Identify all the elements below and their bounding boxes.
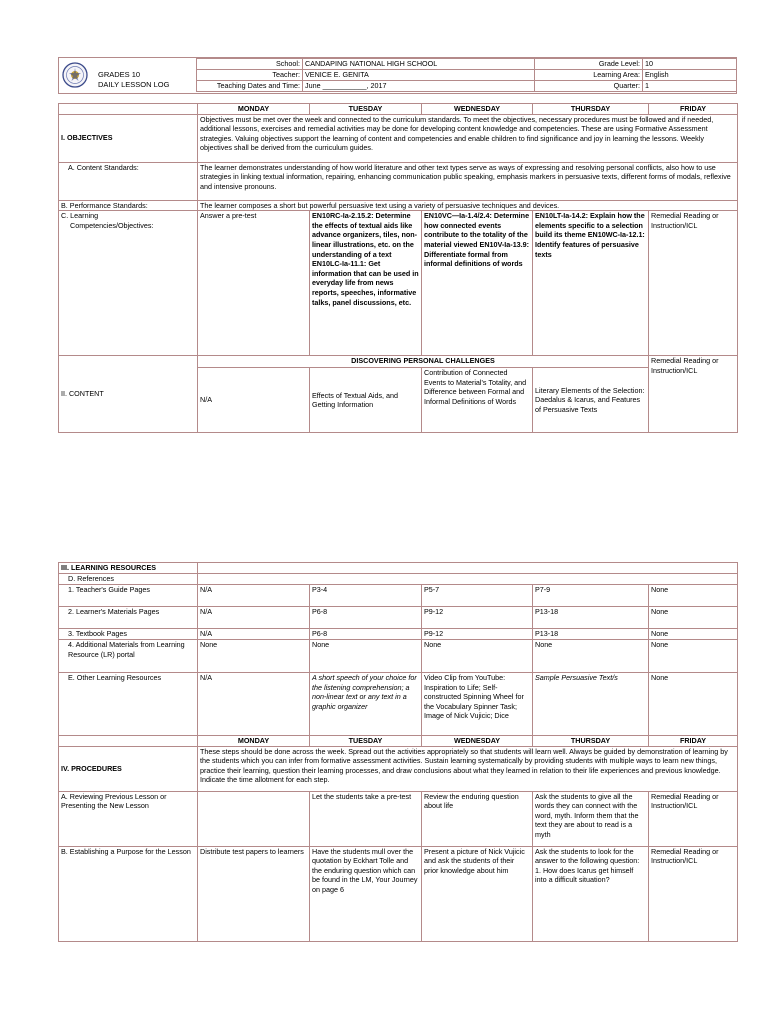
reviewing-fri: Remedial Reading or Instruction/ICL [649,791,738,846]
proc-day-wednesday: WEDNESDAY [422,736,533,747]
competencies-label [59,211,198,356]
learners-materials-thu: P13-18 [533,607,649,629]
proc-day-thursday: THURSDAY [533,736,649,747]
textbook-pages-tue: P6-8 [310,629,422,640]
proc-day-tuesday: TUESDAY [310,736,422,747]
objectives-table [58,103,738,433]
dates-value: June ___________, 2017 [303,81,535,92]
teacher-label: Teacher: [197,70,303,81]
resources-table [58,562,738,942]
school-label: School: [197,59,303,70]
reviewing-wed: Review the enduring question about life [422,791,533,846]
teachers-guide-tue: P3-4 [310,585,422,607]
purpose-wed: Present a picture of Nick Vujicic and ask the students of their prior knowledge about him [422,846,533,941]
competencies-label-line1: C. Learning [61,211,99,221]
additional-materials-thu: None [533,640,649,673]
day-header-monday: MONDAY [198,104,310,115]
learners-materials-mon: N/A [198,607,310,629]
content-standards-text: The learner demonstrates understanding of how world literature and other text types serve as ways of expressing and resolving personal conflicts, also how to use strategies in linking textual information, repairing, enhancing communication public speaking, emphasis markers in persuasive texts, different forms of modals, reflexive and intensive pronouns. [198,162,738,200]
purpose-thu: Ask the students to look for the answer to the following question: 1. How does Icarus get himself into a difficult situation? [533,846,649,941]
competencies-label-line2: Competencies/Objectives: [70,220,154,230]
textbook-pages-label: 3. Textbook Pages [59,629,198,640]
performance-standards-text: The learner composes a short but powerful persuasive text using a variety of persuasive techniques and devices. [198,200,738,211]
procedures-label: IV. PROCEDURES [59,746,198,791]
procedures-corner [59,736,198,747]
dates-label: Teaching Dates and Time: [197,81,303,92]
teachers-guide-fri: None [649,585,738,607]
learners-materials-fri: None [649,607,738,629]
quarter-label: Quarter: [535,81,643,92]
competencies-friday: Remedial Reading or Instruction/ICL [649,211,738,356]
day-header-wednesday: WEDNESDAY [422,104,533,115]
other-resources-label: E. Other Learning Resources [59,673,198,736]
learning-area-label: Learning Area: [535,70,643,81]
purpose-tue: Have the students mull over the quotation by Eckhart Tolle and the enduring question which can be found in the LM, Your Journey on page 6 [310,846,422,941]
additional-materials-wed: None [422,640,533,673]
additional-materials-fri: None [649,640,738,673]
teachers-guide-mon: N/A [198,585,310,607]
other-resources-mon: N/A [198,673,310,736]
content-monday: N/A [198,368,310,433]
other-resources-fri: None [649,673,738,736]
teachers-guide-label: 1. Teacher's Guide Pages [59,585,198,607]
header-frame [58,57,737,94]
other-resources-wed: Video Clip from YouTube: Inspiration to Life; Self-constructed Spinning Wheel for the Vocabulary Spinner Task; Image of Nick Vujicic; Dice [422,673,533,736]
day-header-tuesday: TUESDAY [310,104,422,115]
reviewing-mon [198,791,310,846]
additional-materials-tue: None [310,640,422,673]
other-resources-thu: Sample Persuasive Text/s [533,673,649,736]
references-label: D. References [59,574,198,585]
textbook-pages-fri: None [649,629,738,640]
reviewing-label: A. Reviewing Previous Lesson or Presenting the New Lesson [59,791,198,846]
competencies-monday: Answer a pre-test [198,211,310,356]
content-standards-label: A. Content Standards: [59,162,198,200]
content-wednesday: Contribution of Connected Events to Material's Totality, and Difference between Formal and Informal Definitions of Words [422,368,533,433]
competencies-tuesday: EN10RC-Ia-2.15.2: Determine the effects of textual aids like advance organizers, tiles, non-linear illustrations, etc. on the understanding of a text EN10LC-Ia-11.1: Get information that can be used in everyday life from news reports, speeches, informative talks, panel discussions, etc. [310,211,422,356]
content-theme: DISCOVERING PERSONAL CHALLENGES [198,356,649,368]
grade-level-label: Grade Level: [535,59,643,70]
objectives-text: Objectives must be met over the week and connected to the curriculum standards. To meet the objectives, necessary procedures must be followed and if needed, additional lessons, exercises and remedial activities may be done for developing content knowledge and competencies. These are using Formative Assessment strategies. Valuing objectives support the learning of content and competencies and enable children to find significance and joy in learning the lessons. Weekly objectives shall be derived from the curriculum guides. [198,114,738,162]
learning-area-value: English [643,70,737,81]
reviewing-thu: Ask the students to give all the words they can connect with the word, myth. Inform them that the text they are about to read is a myth [533,791,649,846]
performance-standards-label: B. Performance Standards: [59,200,198,211]
proc-day-monday: MONDAY [198,736,310,747]
references-blank [198,574,738,585]
purpose-mon: Distribute test papers to learners [198,846,310,941]
grade-title: GRADES 10 [98,70,141,79]
textbook-pages-mon: N/A [198,629,310,640]
learners-materials-label: 2. Learner's Materials Pages [59,607,198,629]
learners-materials-wed: P9-12 [422,607,533,629]
day-header-friday: FRIDAY [649,104,738,115]
corner-cell [59,104,198,115]
quarter-value: 1 [643,81,737,92]
content-friday: Remedial Reading or Instruction/ICL [649,356,738,433]
competencies-wednesday: EN10VC—Ia-1.4/2.4: Determine how connected events contribute to the totality of the material viewed EN10V-Ia-13.9: Differentiate formal from informal definitions of words [422,211,533,356]
additional-materials-label: 4. Additional Materials from Learning Resource (LR) portal [59,640,198,673]
teacher-value: VENICE E. GENITA [303,70,535,81]
learning-resources-blank [198,563,738,574]
textbook-pages-thu: P13-18 [533,629,649,640]
learners-materials-tue: P6-8 [310,607,422,629]
grade-level-value: 10 [643,59,737,70]
content-label: II. CONTENT [59,356,198,433]
teachers-guide-wed: P5-7 [422,585,533,607]
day-header-thursday: THURSDAY [533,104,649,115]
other-resources-tue: A short speech of your choice for the listening comprehension; a non-linear text or any text in a graphic organizer [310,673,422,736]
procedures-text: These steps should be done across the week. Spread out the activities appropriately so that students will learn well. Always be guided by demonstration of learning by the students which you can infer from formative assessment activities. Sustain learning systematically by providing students with multiple ways to learn new things, practice their learning, question their learning processes, and draw conclusions about what they learned in relation to their life experiences and previous knowledge. Indicate the time allotment for each step. [198,746,738,791]
proc-day-friday: FRIDAY [649,736,738,747]
content-tuesday: Effects of Textual Aids, and Getting Information [310,368,422,433]
purpose-label: B. Establishing a Purpose for the Lesson [59,846,198,941]
additional-materials-mon: None [198,640,310,673]
learning-resources-label: III. LEARNING RESOURCES [59,563,198,574]
content-thursday: Literary Elements of the Selection: Daedalus & Icarus, and Features of Persuasive Texts [533,368,649,433]
textbook-pages-wed: P9-12 [422,629,533,640]
purpose-fri: Remedial Reading or Instruction/ICL [649,846,738,941]
log-title: DAILY LESSON LOG [98,80,170,89]
school-value: CANDAPING NATIONAL HIGH SCHOOL [303,59,535,70]
teachers-guide-thu: P7-9 [533,585,649,607]
objectives-label: I. OBJECTIVES [59,114,198,162]
reviewing-tue: Let the students take a pre-test [310,791,422,846]
competencies-thursday: EN10LT-Ia-14.2: Explain how the elements specific to a selection build its theme EN10WC-Ia-12.1: Identify features of persuasive texts [533,211,649,356]
